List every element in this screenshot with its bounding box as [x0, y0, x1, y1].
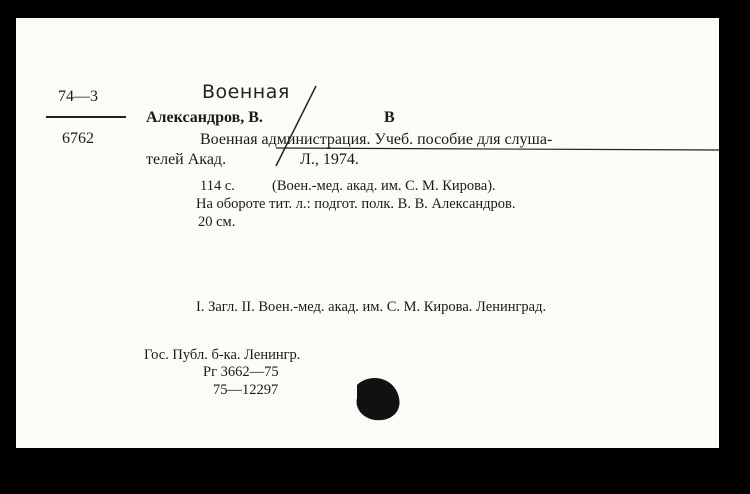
call-number-bottom: 6762 — [62, 130, 94, 147]
imprint: Л., 1974. — [300, 151, 359, 168]
catalog-card — [16, 18, 719, 448]
library-name: Гос. Публ. б-ка. Ленингр. — [144, 347, 301, 363]
author-letter: В — [384, 109, 395, 126]
card-number: Рг 3662—75 — [203, 364, 279, 380]
tracings: I. Загл. II. Воен.-мед. акад. им. С. М. Кирова. Ленинград. — [196, 299, 547, 315]
handwritten-note: Военная — [202, 81, 290, 103]
title-line-1: Военная администрация. Учеб. пособие для слуша- — [200, 131, 553, 148]
handwritten-marks — [16, 18, 719, 448]
pages: 114 с. — [200, 178, 235, 194]
title-line-2: телей Акад. — [146, 151, 227, 168]
insertion-stroke — [276, 86, 316, 166]
call-number-top: 74—3 — [58, 88, 98, 105]
author-heading: Александров, В. — [146, 109, 263, 126]
ink-blot — [357, 378, 400, 420]
size: 20 см. — [198, 214, 236, 230]
underline-stroke — [276, 148, 719, 150]
series: (Воен.-мед. акад. им. С. М. Кирова). — [272, 178, 496, 194]
order-number: 75—12297 — [213, 382, 279, 398]
verso-note: На обороте тит. л.: подгот. полк. В. В. Александров. — [196, 196, 516, 212]
